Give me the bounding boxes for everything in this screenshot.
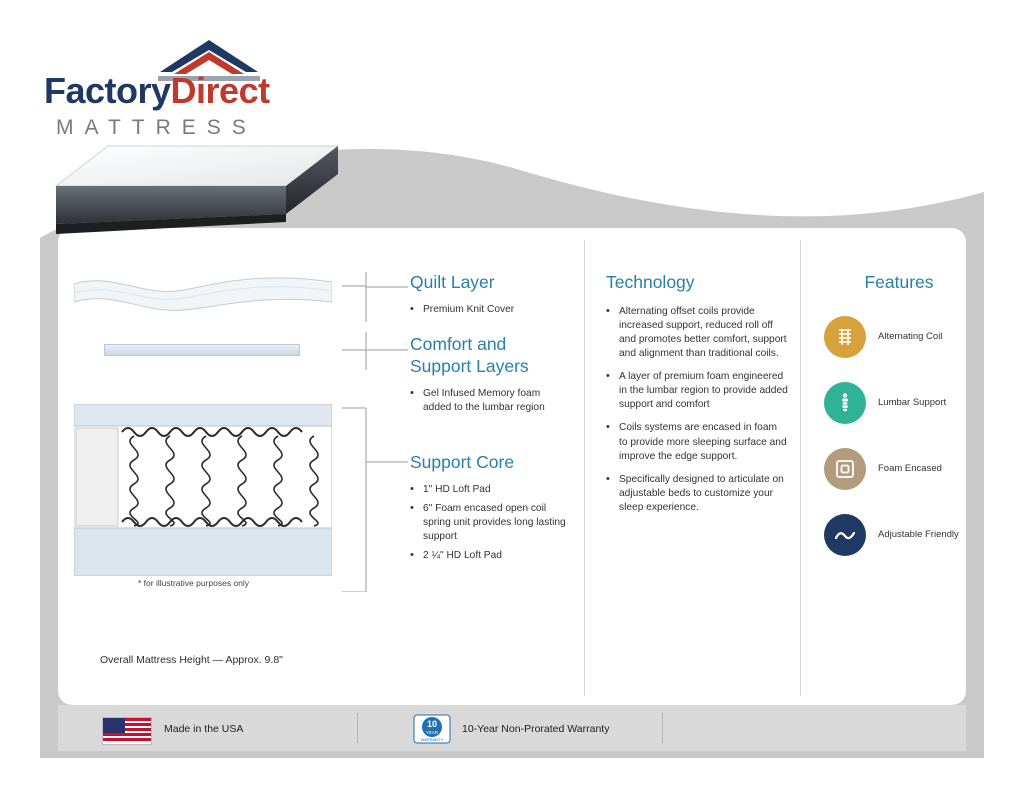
section-quilt-layer xyxy=(410,272,560,322)
logo-wordmark xyxy=(44,70,270,112)
quilt-layer-bullets xyxy=(410,303,560,317)
spine-icon xyxy=(824,382,866,424)
illustrative-note: * for illustrative purposes only xyxy=(138,578,250,588)
feature-label: Adjustable Friendly xyxy=(878,528,959,540)
list-item: • 6" Foam encased open coil spring unit provides long lasting support xyxy=(410,502,568,544)
features-list xyxy=(824,316,974,556)
section-comfort-layers xyxy=(410,334,570,420)
technology-title: Technology xyxy=(606,272,695,292)
quilt-layer-title: Quilt Layer xyxy=(410,272,495,292)
feature-alternating-coil xyxy=(824,316,974,358)
foam-square-icon xyxy=(824,448,866,490)
feature-foam-encased xyxy=(824,448,974,490)
support-core-illustration xyxy=(74,404,332,576)
feature-adjustable-friendly xyxy=(824,514,974,556)
logo-direct-text: Direct xyxy=(170,70,270,111)
feature-lumbar-support xyxy=(824,382,974,424)
mattress-product-image xyxy=(48,138,348,248)
footer-divider-1 xyxy=(357,713,358,743)
features-title: Features xyxy=(864,272,934,292)
coil-icon xyxy=(824,316,866,358)
column-divider-2 xyxy=(800,240,801,696)
adjustable-bed-icon xyxy=(824,514,866,556)
list-item: • 1" HD Loft Pad xyxy=(410,483,568,497)
list-item: • Gel Infused Memory foam added to the lumbar region xyxy=(410,387,570,415)
footer-strip xyxy=(58,705,966,751)
section-features xyxy=(824,272,974,580)
logo-subtitle: MATTRESS xyxy=(56,116,257,139)
list-item: • A layer of premium foam engineered in the lumbar region to provide added support and comfort xyxy=(606,370,788,412)
warranty-label: 10-Year Non-Prorated Warranty xyxy=(462,723,610,735)
support-core-title: Support Core xyxy=(410,452,515,472)
feature-label: Alternating Coil xyxy=(878,330,943,342)
comfort-layer-illustration xyxy=(104,344,300,356)
list-item: • Specifically designed to articulate on adjustable beds to customize your sleep experience. xyxy=(606,473,788,515)
support-core-bullets xyxy=(410,483,568,563)
list-item: • Coils systems are encased in foam to provide more sleeping surface and improve the edge support. xyxy=(606,421,788,463)
logo-factory-text: Factory xyxy=(44,70,171,111)
callout-brackets xyxy=(336,262,410,592)
footer-inner xyxy=(58,705,966,751)
list-item: • Alternating offset coils provide increased support, reduced roll off and promotes better comfort, support and alignment than traditional coils. xyxy=(606,305,788,361)
footer-divider-2 xyxy=(662,713,663,743)
comfort-layers-title: Comfort and Support Layers xyxy=(410,334,529,376)
feature-label: Lumbar Support xyxy=(878,396,947,408)
feature-label: Foam Encased xyxy=(878,462,942,474)
column-divider-1 xyxy=(584,240,585,696)
warranty-badge-icon xyxy=(413,714,451,744)
section-support-core xyxy=(410,452,568,568)
list-item: • Premium Knit Cover xyxy=(410,303,560,317)
comfort-layers-bullets xyxy=(410,387,570,415)
section-technology xyxy=(606,272,788,524)
brand-logo xyxy=(44,28,344,139)
overall-height-label: Overall Mattress Height — Approx. 9.8" xyxy=(100,654,283,666)
svg-text:YEAR: YEAR xyxy=(425,730,439,735)
usa-flag-icon xyxy=(102,717,152,745)
made-in-usa-label: Made in the USA xyxy=(164,723,244,735)
quilt-layer-illustration xyxy=(74,272,332,312)
list-item: • 2 ¼" HD Loft Pad xyxy=(410,549,568,563)
svg-text:10: 10 xyxy=(426,719,438,729)
svg-text:WARRANTY: WARRANTY xyxy=(420,737,444,742)
technology-bullets xyxy=(606,305,788,515)
